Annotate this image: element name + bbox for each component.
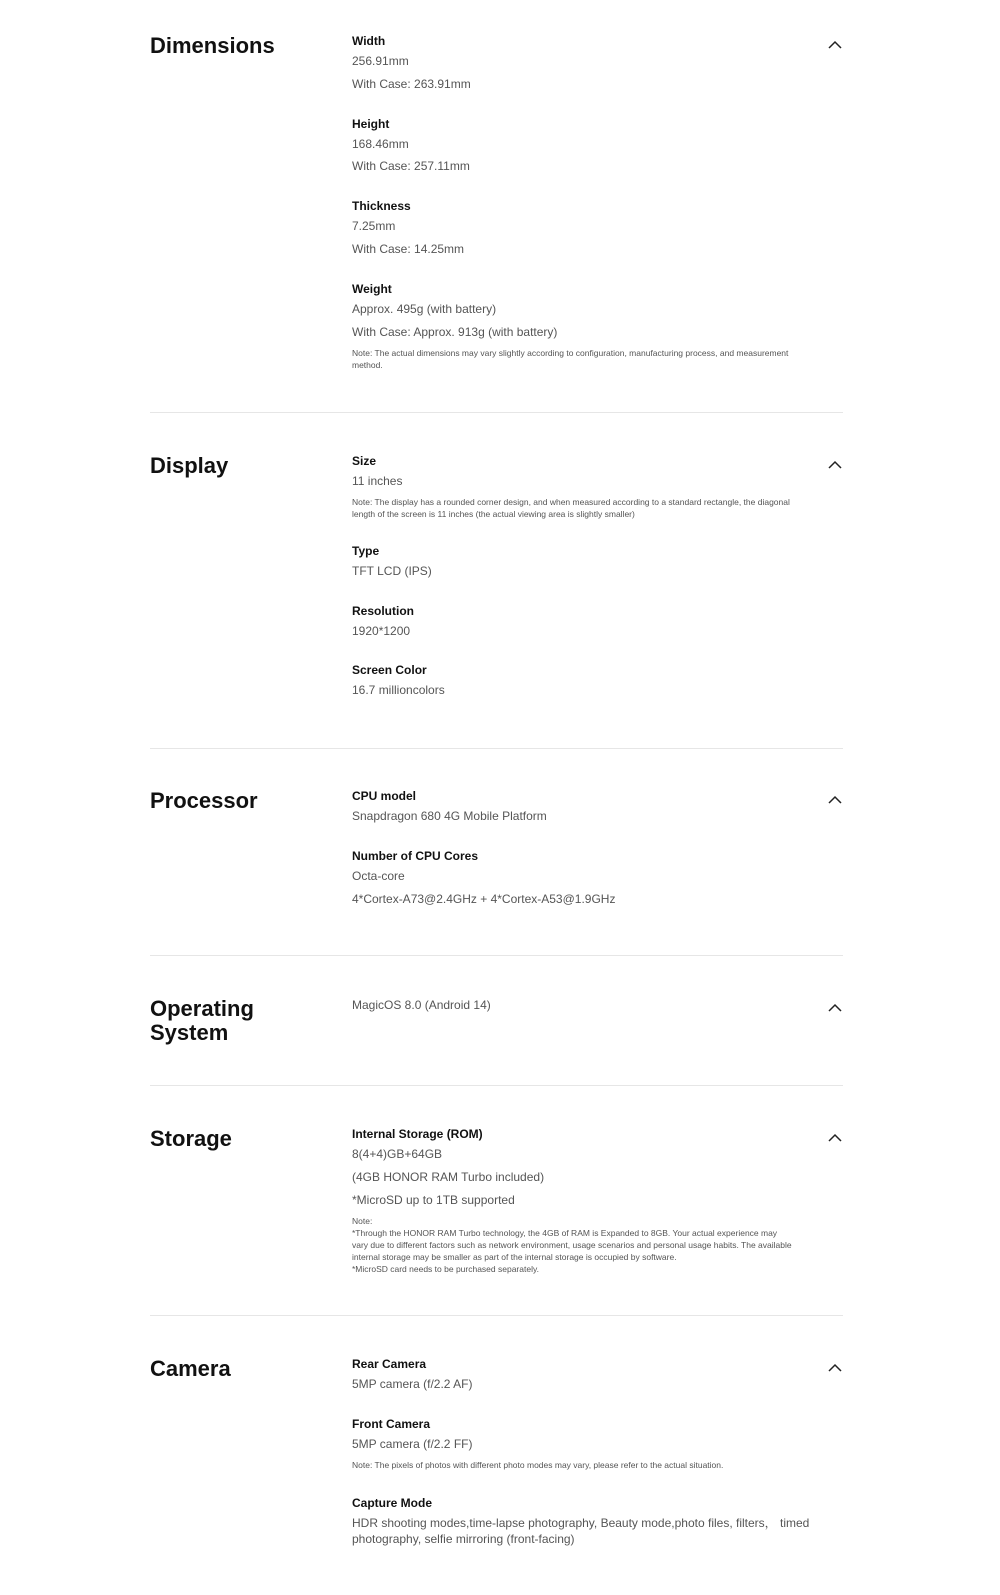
spec-label: Thickness — [352, 199, 411, 213]
note-line: *MicroSD card needs to be purchased separately. — [352, 1264, 539, 1274]
spec-label: Width — [352, 34, 386, 48]
spec-value: 256.91mm — [352, 54, 409, 68]
divider — [150, 1085, 843, 1086]
spec-label: Number of CPU Cores — [352, 849, 479, 863]
chevron-up-icon[interactable] — [827, 1131, 843, 1143]
spec-value: With Case: 14.25mm — [352, 242, 465, 256]
section-title: Processor — [150, 788, 258, 813]
section-title — [150, 997, 330, 1045]
spec-value: TFT LCD (IPS) — [352, 564, 432, 578]
spec-value: With Case: 263.91mm — [352, 77, 471, 91]
spec-value: With Case: 257.11mm — [352, 159, 470, 173]
spec-label: Front Camera — [352, 1417, 431, 1431]
spec-value: Octa-core — [352, 869, 405, 883]
section-title: Storage — [150, 1126, 232, 1151]
spec-value: 7.25mm — [352, 219, 396, 233]
note-line: Note: — [352, 1216, 373, 1226]
spec-value: 168.46mm — [352, 137, 409, 151]
divider — [150, 412, 843, 413]
note-line: *Through the HONOR RAM Turbo technology, the 4GB of RAM is Expanded to 8GB. Your actual experience may vary due to different factors such as network environment, usage scenarios and personal usage habits. The available internal storage may be smaller as part of the internal storage is occupied by software. — [352, 1228, 792, 1262]
spec-label: Capture Mode — [352, 1496, 433, 1510]
spec-value: (4GB HONOR RAM Turbo included) — [352, 1170, 545, 1184]
section-dimensions — [150, 34, 843, 374]
section-title-line: System — [150, 1020, 229, 1045]
spec-label: Rear Camera — [352, 1357, 427, 1371]
divider — [150, 748, 843, 749]
spec-label: Screen Color — [352, 663, 427, 677]
section-title-line: Operating — [150, 996, 254, 1021]
spec-value: 5MP camera (f/2.2 FF) — [352, 1437, 473, 1451]
section-display — [150, 454, 843, 714]
chevron-up-icon[interactable] — [827, 38, 843, 50]
spec-label: CPU model — [352, 789, 417, 803]
section-title: Camera — [150, 1356, 231, 1381]
divider — [150, 1315, 843, 1316]
spec-label: Type — [352, 544, 380, 558]
spec-value: 1920*1200 — [352, 624, 411, 638]
section-title: Display — [150, 453, 229, 478]
spec-value: HDR shooting modes,time-lapse photography, Beauty mode,photo files, filters， timed photography, selfie mirroring (front-facing) — [352, 1516, 810, 1546]
spec-note: Note: The pixels of photos with different photo modes may vary, please refer to the actual situation. — [352, 1460, 724, 1470]
section-camera — [150, 1357, 843, 1557]
chevron-up-icon[interactable] — [827, 1361, 843, 1373]
spec-value: 11 inches — [352, 474, 403, 488]
section-title: Dimensions — [150, 33, 275, 58]
spec-label: Resolution — [352, 604, 414, 618]
chevron-up-icon[interactable] — [827, 793, 843, 805]
spec-label: Internal Storage (ROM) — [352, 1127, 483, 1141]
spec-note: Note: The display has a rounded corner design, and when measured according to a standard rectangle, the diagonal length of the screen is 11 inches (the actual viewing area is slightly smaller) — [352, 497, 790, 519]
spec-label: Size — [352, 454, 377, 468]
spec-value: Approx. 495g (with battery) — [352, 302, 497, 316]
chevron-up-icon[interactable] — [827, 1001, 843, 1013]
spec-note — [352, 1215, 792, 1275]
spec-value: 8(4+4)GB+64GB — [352, 1147, 443, 1161]
spec-value: MagicOS 8.0 (Android 14) — [352, 998, 491, 1012]
spec-value: 16.7 millioncolors — [352, 683, 445, 697]
spec-value: 4*Cortex-A73@2.4GHz + 4*Cortex-A53@1.9GHz — [352, 892, 616, 906]
spec-label: Height — [352, 117, 390, 131]
spec-value: Snapdragon 680 4G Mobile Platform — [352, 809, 547, 823]
spec-note: Note: The actual dimensions may vary slightly according to configuration, manufacturing process, and measurement method. — [352, 348, 789, 370]
spec-value: With Case: Approx. 913g (with battery) — [352, 325, 558, 339]
spec-label: Weight — [352, 282, 392, 296]
section-storage — [150, 1127, 843, 1287]
spec-value: *MicroSD up to 1TB supported — [352, 1193, 515, 1207]
section-processor — [150, 789, 843, 919]
chevron-up-icon[interactable] — [827, 458, 843, 470]
section-operating-system — [150, 997, 843, 1057]
spec-value: 5MP camera (f/2.2 AF) — [352, 1377, 473, 1391]
divider — [150, 955, 843, 956]
